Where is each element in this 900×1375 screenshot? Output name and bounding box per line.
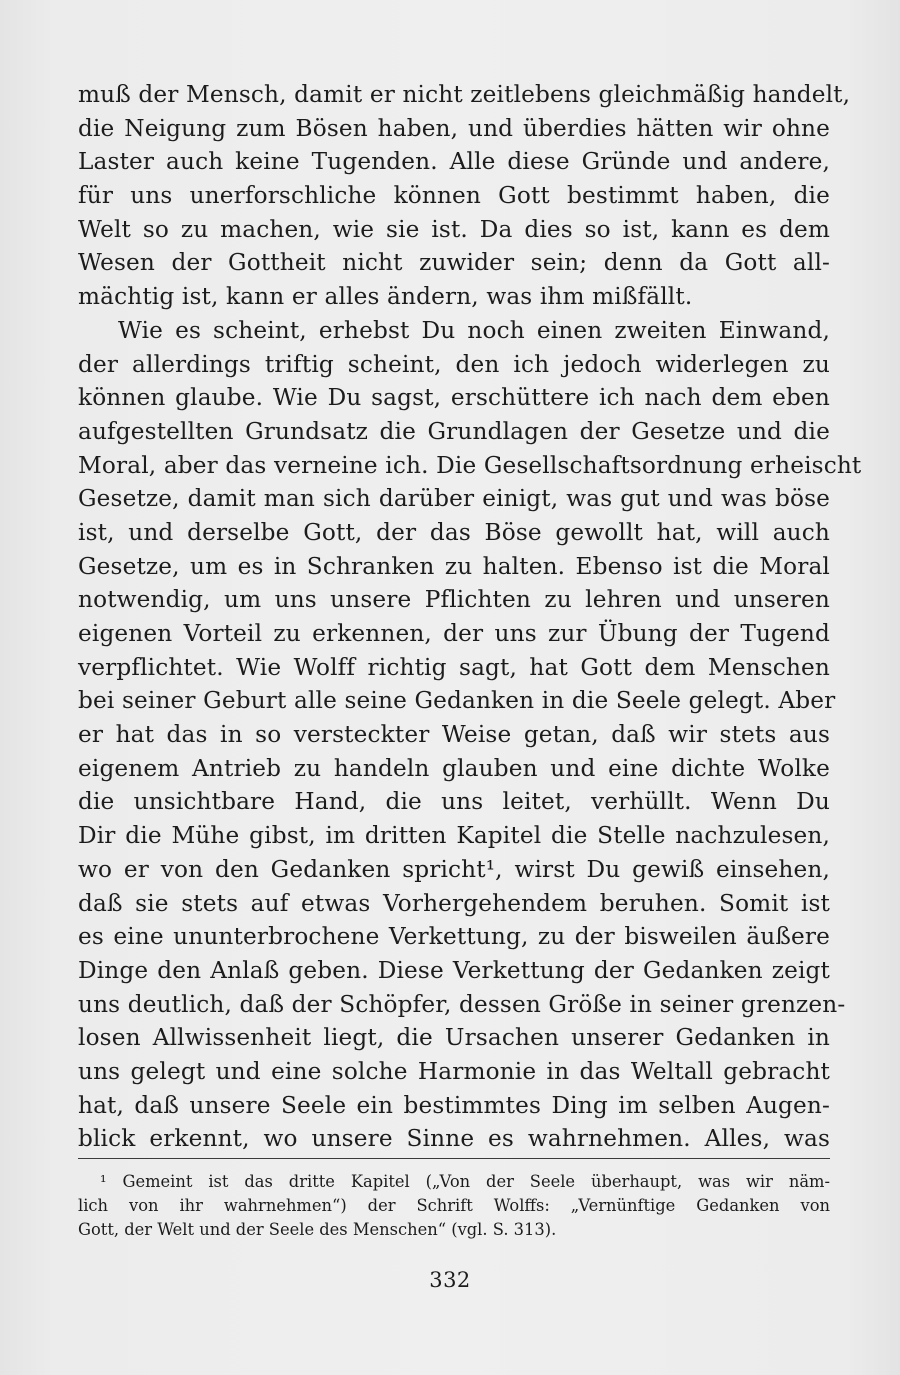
body-line: Dir die Mühe gibst, im dritten Kapitel die Stelle nachzulesen, (78, 822, 830, 850)
body-line: uns deutlich, daß der Schöpfer, dessen Größe in seiner grenzen- (78, 990, 846, 1018)
footnote (78, 1170, 830, 1242)
body-line: uns gelegt und eine solche Harmonie in das Weltall gebracht (78, 1057, 830, 1085)
body-line: aufgestellten Grundsatz die Grundlagen der Gesetze und die (78, 417, 830, 445)
body-line: notwendig, um uns unsere Pflichten zu lehren und unseren (78, 586, 830, 614)
body-line: eigenen Vorteil zu erkennen, der uns zur Übung der Tugend (78, 620, 830, 647)
body-text (78, 78, 862, 1156)
footnote-divider (78, 1158, 830, 1159)
body-line: können glaube. Wie Du sagst, erschüttere ich nach dem eben (78, 384, 830, 412)
body-line: er hat das in so versteckter Weise getan, daß wir stets aus (78, 721, 830, 749)
body-line: mächtig ist, kann er alles ändern, was ihm mißfällt. (78, 283, 693, 311)
body-line: der allerdings triftig scheint, den ich jedoch widerlegen zu (78, 350, 830, 378)
footnote-line: Gott, der Welt und der Seele des Menschen“ (vgl. S. 313). (78, 1220, 557, 1239)
body-line: eigenem Antrieb zu handeln glauben und eine dichte Wolke (78, 754, 830, 782)
body-line: muß der Mensch, damit er nicht zeitlebens gleichmäßig handelt, (78, 81, 851, 108)
body-line: Welt so zu machen, wie sie ist. Da dies so ist, kann es dem (78, 215, 830, 243)
body-line: Wie es scheint, erhebst Du noch einen zweiten Einwand, (118, 316, 830, 344)
body-line: Laster auch keine Tugenden. Alle diese Gründe und andere, (78, 148, 830, 176)
body-line: Dinge den Anlaß geben. Diese Verkettung der Gedanken zeigt (78, 956, 830, 984)
body-line: bei seiner Geburt alle seine Gedanken in die Seele gelegt. Aber (78, 687, 836, 715)
page-number: 332 (429, 1268, 471, 1292)
body-line: die unsichtbare Hand, die uns leitet, verhüllt. Wenn Du (78, 788, 830, 816)
body-line: verpflichtet. Wie Wolff richtig sagt, hat Gott dem Menschen (78, 653, 830, 681)
body-line: wo er von den Gedanken spricht¹, wirst Du gewiß einsehen, (78, 855, 830, 883)
body-line: die Neigung zum Bösen haben, und überdies hätten wir ohne (78, 114, 830, 142)
body-line: ist, und derselbe Gott, der das Böse gewollt hat, will auch (78, 518, 830, 546)
body-line: Wesen der Gottheit nicht zuwider sein; denn da Gott all- (78, 249, 830, 277)
footnote-line: ¹ Gemeint ist das dritte Kapitel („Von der Seele überhaupt, was wir näm- (100, 1172, 830, 1191)
body-line: losen Allwissenheit liegt, die Ursachen unserer Gedanken in (78, 1024, 830, 1052)
body-line: Moral, aber das verneine ich. Die Gesellschaftsordnung erheischt (78, 451, 862, 479)
footnote-line: lich von ihr wahrnehmen“) der Schrift Wolffs: „Vernünftige Gedanken von (78, 1196, 830, 1215)
body-line: blick erkennt, wo unsere Sinne es wahrnehmen. Alles, was (78, 1125, 830, 1153)
body-line: Gesetze, damit man sich darüber einigt, was gut und was böse (78, 485, 830, 513)
body-line: für uns unerforschliche können Gott bestimmt haben, die (78, 182, 830, 210)
body-line: hat, daß unsere Seele ein bestimmtes Ding im selben Augen- (78, 1091, 830, 1119)
body-line: Gesetze, um es in Schranken zu halten. Ebenso ist die Moral (78, 552, 830, 580)
body-line: es eine ununterbrochene Verkettung, zu der bisweilen äußere (78, 923, 830, 951)
body-line: daß sie stets auf etwas Vorhergehendem beruhen. Somit ist (78, 889, 830, 917)
